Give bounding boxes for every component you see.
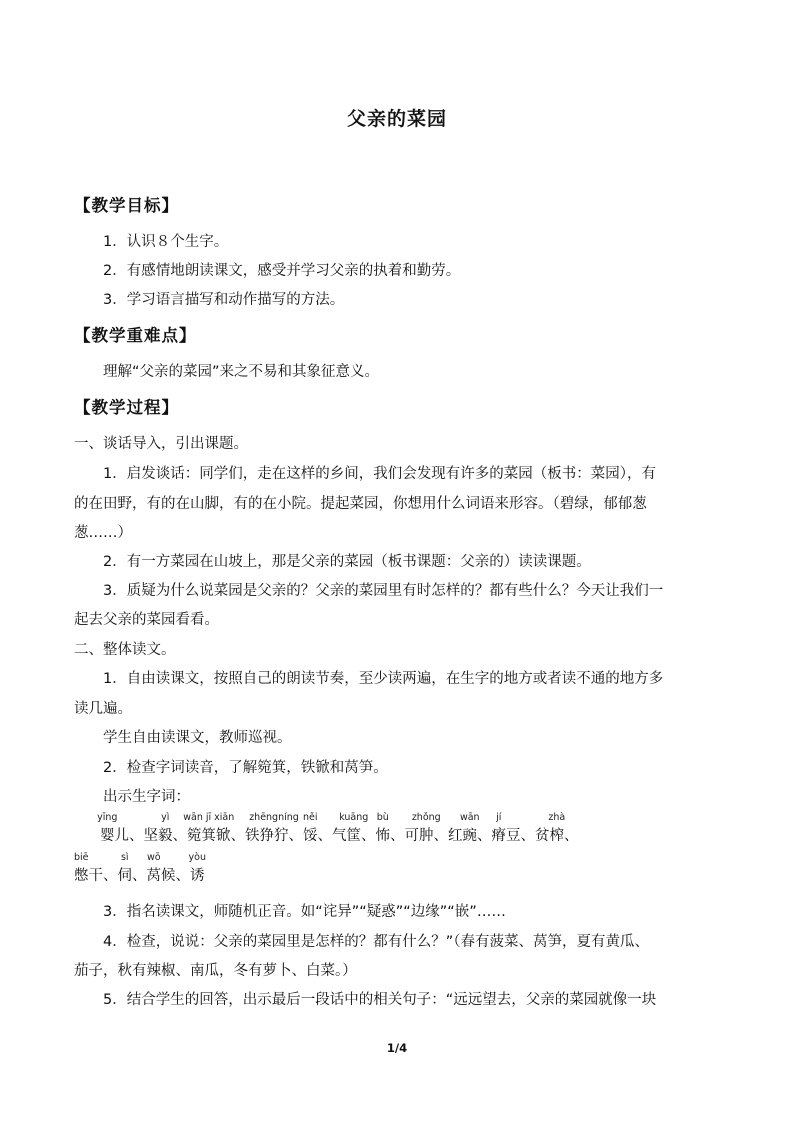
key-points-text: 理解“父亲的菜园”来之不易和其象征意义。 <box>103 364 380 380</box>
vocab-separator: 、 <box>477 828 492 844</box>
heading-teaching-goals: 【教学目标】 <box>74 196 179 215</box>
part-title: 一、谈话导入，引出课题。 <box>74 436 248 452</box>
vocab-hanzi: 憋 <box>74 868 89 884</box>
pinyin-label: sì <box>120 852 129 863</box>
vocab-separator: 、 <box>361 828 376 844</box>
vocab-hanzi: 诱 <box>190 868 205 884</box>
heading-teaching-process: 【教学过程】 <box>74 398 179 417</box>
vocab-separator: 候、 <box>161 868 190 884</box>
paragraph-line: 读几遍。 <box>74 701 132 717</box>
pinyin-label: zhǒng <box>411 812 441 823</box>
paragraph-line: 出示生字词： <box>103 789 190 805</box>
pinyin-label: yòu <box>188 852 206 863</box>
paragraph-line: 葱……） <box>74 525 132 541</box>
vocab-hanzi: 肿 <box>419 828 434 844</box>
vocab-hanzi: 莴 <box>146 868 161 884</box>
goal-item: 1．认识８个生字。 <box>103 234 229 250</box>
pinyin-label: wān jī xiān <box>183 812 235 823</box>
paragraph-line: 4．检查，说说：父亲的菜园里是怎样的？都有什么？”（春有菠菜、莴笋，夏有黄瓜、 <box>103 934 649 950</box>
goal-item: 2．有感情地朗读课文，感受并学习父亲的执着和勤劳。 <box>103 263 461 279</box>
pinyin-label: zhēngníng <box>249 812 299 823</box>
vocab-char <box>548 812 566 845</box>
vocab-separator: 、铁 <box>230 828 260 844</box>
part-title: 二、整体读文。 <box>74 642 176 658</box>
vocab-char <box>117 852 133 885</box>
vocab-hanzi: 婴 <box>100 828 115 844</box>
pinyin-label: yīng <box>97 812 118 823</box>
vocab-separator: 、气 <box>317 828 347 844</box>
paragraph-line: 起去父亲的菜园看看。 <box>74 612 219 628</box>
vocab-hanzi: 榨 <box>549 828 564 844</box>
heading-key-points: 【教学重难点】 <box>74 326 197 345</box>
paragraph-line: 学生自由读课文，教师巡视。 <box>103 730 292 746</box>
vocab-char <box>97 812 118 845</box>
document-title: 父亲的菜园 <box>346 108 447 130</box>
vocab-char <box>183 812 235 845</box>
paragraph-line: 的在田野，有的在山脚，有的在小院。提起菜园，你想用什么词语来形容。（碧绿，郁郁葱 <box>74 496 647 512</box>
vocab-separator: 干、 <box>88 868 118 884</box>
vocab-char <box>491 812 507 845</box>
vocab-hanzi: 毅 <box>158 828 173 844</box>
vocab-separator: 、红 <box>433 828 463 844</box>
vocab-char <box>249 812 299 845</box>
pinyin-label: wān <box>459 812 480 823</box>
paragraph-line: 茄子，秋有辣椒、南瓜，冬有萝卜、白菜。） <box>74 963 357 979</box>
paragraph-line: 3．指名读课文，师随机正音。如“诧异”“疑惑”“边缘”“嵌”…… <box>103 904 506 920</box>
pinyin-label: wō <box>146 852 161 863</box>
vocab-hanzi: 筐 <box>346 828 361 844</box>
pinyin-label: jí <box>496 812 502 823</box>
paragraph-line: 1．自由读课文，按照自己的朗读节奏，至少读两遍，在生字的地方或者读不通的地方多 <box>103 671 664 687</box>
vocab-separator: 、可 <box>390 828 419 844</box>
vocab-separator: 豆、贫 <box>506 828 550 844</box>
page-number: 1/4 <box>386 1041 408 1055</box>
vocab-char <box>188 852 206 885</box>
vocab-hanzi: 伺 <box>117 868 132 884</box>
paragraph-line: 2．检查字词读音，了解箢箕，铁锨和莴笋。 <box>103 760 388 776</box>
paragraph-line: 1．启发谈话：同学们，走在这样的乡间，我们会发现有许多的菜园（板书：菜园），有 <box>103 466 656 482</box>
vocab-char <box>158 812 173 845</box>
goal-item: 3．学习语言描写和动作描写的方法。 <box>103 292 345 308</box>
vocab-char <box>146 852 162 885</box>
pinyin-label: zhà <box>548 812 566 823</box>
vocab-hanzi: 瘠 <box>491 828 506 844</box>
paragraph-line: 5．结合学生的回答，出示最后一段话中的相关句子：“远远望去，父亲的菜园就像一块 <box>103 992 657 1008</box>
vocab-separator: 、 <box>132 868 147 884</box>
vocab-row <box>97 812 579 845</box>
vocab-hanzi: 馁 <box>303 828 318 844</box>
vocab-char <box>339 812 369 845</box>
vocab-char <box>375 812 391 845</box>
vocab-separator: 、 <box>172 828 187 844</box>
vocab-separator: 、 <box>564 828 579 844</box>
pinyin-label: kuāng <box>339 812 369 823</box>
vocab-char <box>411 812 441 845</box>
vocab-hanzi: 箢箕锨 <box>187 828 231 844</box>
pinyin-label: bù <box>376 812 389 823</box>
vocab-row <box>73 852 206 885</box>
paragraph-line: 3．质疑为什么说菜园是父亲的？父亲的菜园里有时怎样的？都有些什么？今天让我们一 <box>103 583 664 599</box>
vocab-hanzi: 狰狞 <box>259 828 289 844</box>
vocab-char <box>302 812 318 845</box>
vocab-hanzi: 豌 <box>462 828 477 844</box>
vocab-char <box>459 812 480 845</box>
pinyin-label: něi <box>302 812 318 823</box>
vocab-hanzi: 怖 <box>375 828 390 844</box>
vocab-separator: 儿、坚 <box>114 828 158 844</box>
pinyin-label: biē <box>73 852 89 863</box>
pinyin-label: yì <box>161 812 170 823</box>
paragraph-line: 2．有一方菜园在山坡上，那是父亲的菜园（板书课题：父亲的）读读课题。 <box>103 554 591 570</box>
vocab-char <box>73 852 89 885</box>
vocab-separator: 、 <box>288 828 303 844</box>
